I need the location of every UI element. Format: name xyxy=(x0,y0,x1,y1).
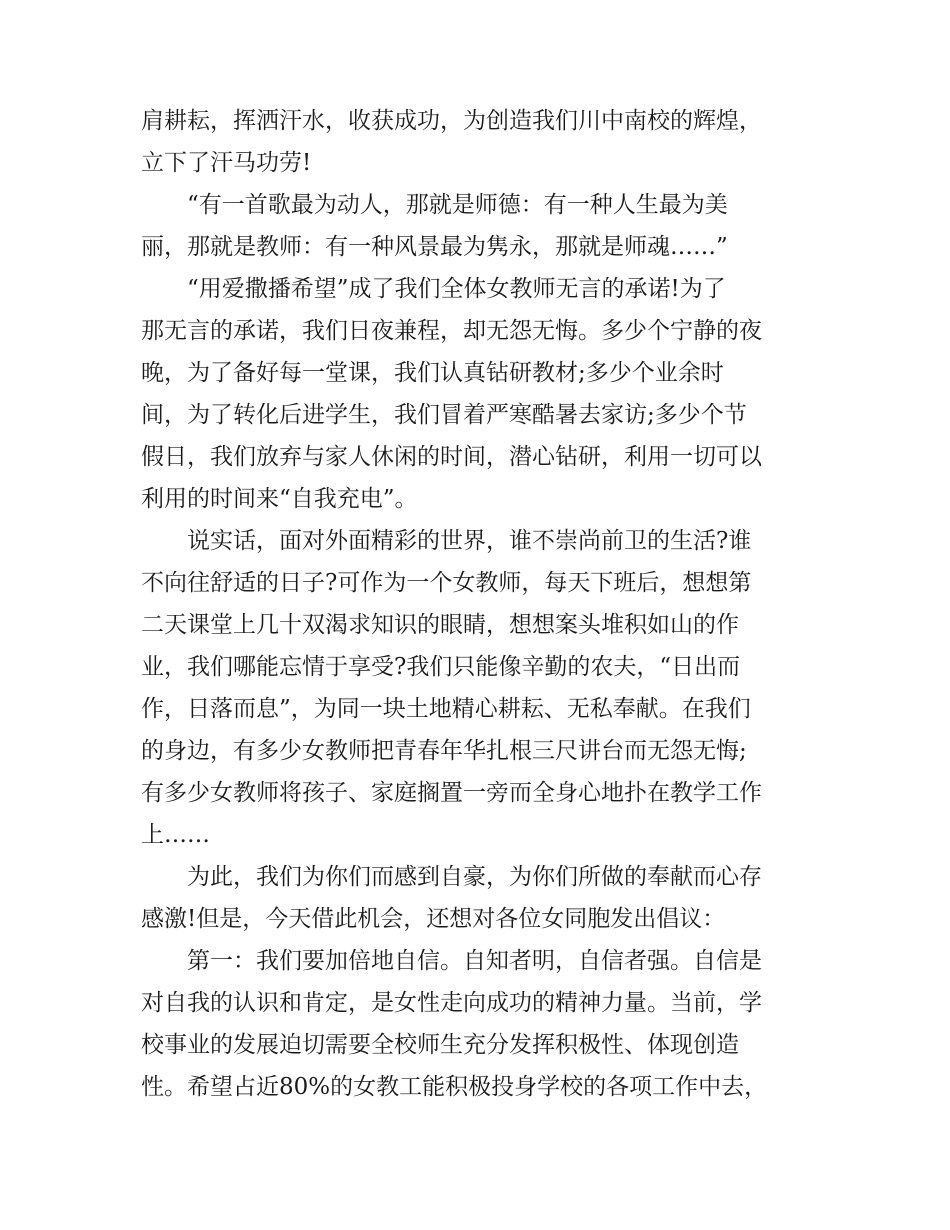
text-line: 二天课堂上几十双渴求知识的眼睛，想想案头堆积如山的作 xyxy=(141,612,739,638)
text-line: 立下了汗马功劳! xyxy=(141,150,312,176)
paragraph xyxy=(141,940,813,1108)
paragraph xyxy=(141,856,813,940)
text-line: 那无言的承诺，我们日夜兼程，却无怨无悔。多少个宁静的夜 xyxy=(141,318,762,344)
paragraph xyxy=(141,268,813,520)
text-line: 的身边，有多少女教师把青春年华扎根三尺讲台而无怨无悔; xyxy=(141,738,747,764)
paragraph xyxy=(141,184,813,268)
text-line: “用爱撒播希望”成了我们全体女教师无言的承诺!为了 xyxy=(187,276,726,302)
text-line: 有多少女教师将孩子、家庭搁置一旁而全身心地扑在教学工作 xyxy=(141,780,762,806)
text-line: 感激!但是，今天借此机会，还想对各位女同胞发出倡议： xyxy=(141,906,726,932)
text-line: “有一首歌最为动人，那就是师德：有一种人生最为美 xyxy=(187,192,728,218)
text-line: 校事业的发展迫切需要全校师生充分发挥积极性、体现创造 xyxy=(141,1032,739,1058)
text-line: 间，为了转化后进学生，我们冒着严寒酷暑去家访;多少个节 xyxy=(141,402,747,428)
text-line: 性。希望占近80%的女教工能积极投身学校的各项工作中去， xyxy=(141,1074,768,1100)
text-line: 不向往舒适的日子?可作为一个女教师，每天下班后，想想第 xyxy=(141,570,752,596)
text-line: 业，我们哪能忘情于享受?我们只能像辛勤的农夫，“日出而 xyxy=(141,654,741,680)
paragraph xyxy=(141,520,813,856)
text-line: 丽，那就是教师：有一种风景最为隽永，那就是师魂……” xyxy=(141,234,728,260)
text-line: 利用的时间来“自我充电”。 xyxy=(141,486,418,512)
text-line: 第一：我们要加倍地自信。自知者明，自信者强。自信是 xyxy=(187,948,762,974)
text-line: 假日，我们放弃与家人休闲的时间，潜心钻研，利用一切可以 xyxy=(141,444,762,470)
text-line: 作，日落而息”，为同一块土地精心耕耘、无私奉献。在我们 xyxy=(141,696,751,722)
text-line: 晚，为了备好每一堂课，我们认真钻研教材;多少个业余时 xyxy=(141,360,724,386)
document-body xyxy=(141,100,813,1108)
text-line: 肩耕耘，挥洒汗水，收获成功，为创造我们川中南校的辉煌， xyxy=(141,108,762,134)
paragraph xyxy=(141,100,813,184)
text-line: 对自我的认识和肯定，是女性走向成功的精神力量。当前，学 xyxy=(141,990,762,1016)
text-line: 上…… xyxy=(141,822,210,848)
text-line: 为此，我们为你们而感到自豪，为你们所做的奉献而心存 xyxy=(187,864,762,890)
text-line: 说实话，面对外面精彩的世界，谁不崇尚前卫的生活?谁 xyxy=(187,528,752,554)
